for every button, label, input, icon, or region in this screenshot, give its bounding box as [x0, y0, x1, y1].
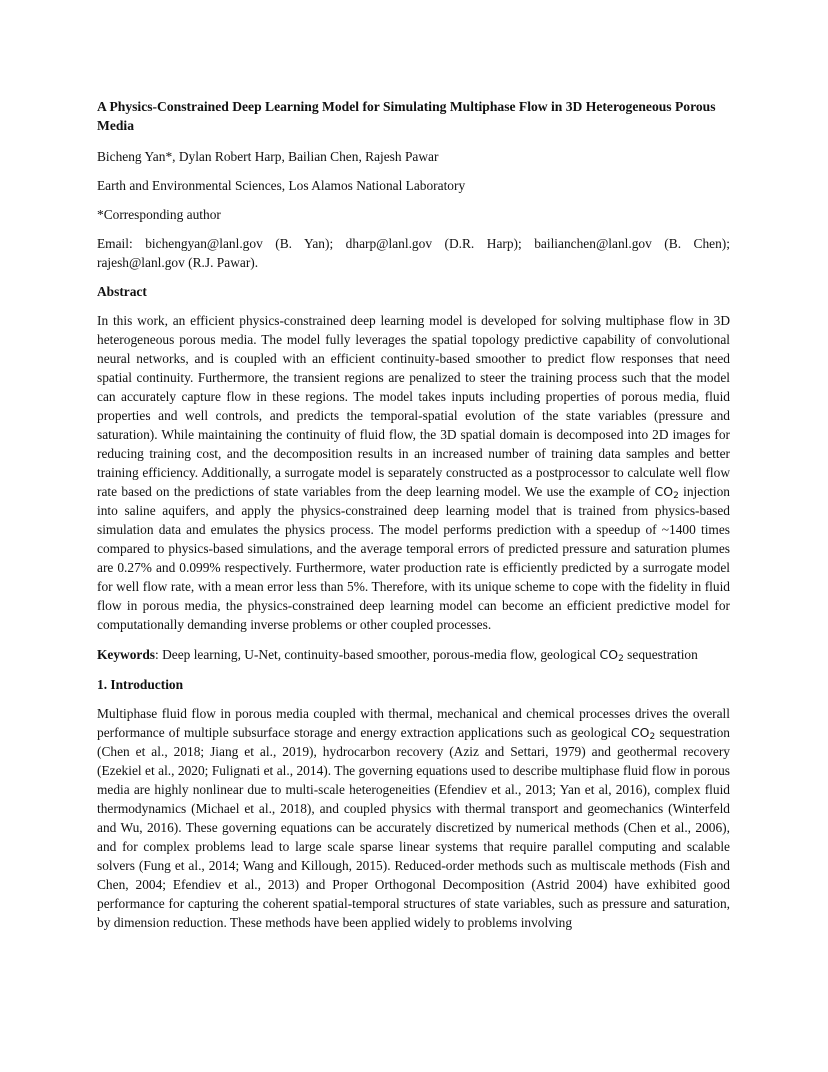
keywords-label: Keywords	[97, 647, 156, 662]
paper-page	[97, 97, 730, 942]
co2-formula: $CO_2$	[654, 484, 679, 501]
affiliation: Earth and Environmental Sciences, Los Alamos National Laboratory	[97, 178, 466, 193]
keywords-line	[97, 645, 730, 664]
co2-formula: $CO_2$	[630, 725, 656, 742]
abstract-text-part2: injection into saline aquifers, and apply the physics-constrained deep learning model that is trained from physics-based simulation data and emulates the physics process. The model performs prediction with a speedup of ~1400 times compared to physics-based simulations, and the average temporal errors of predicted pressure and saturation plumes are 0.27% and 0.099% respectively. Furthermore, water production rate is efficiently predicted by a surrogate model for well flow rate, with a mean error less than 5%. Therefore, with its unique scheme to cope with the fidelity in fluid flow in porous media, the physics-constrained deep learning model can become an efficient predictive model for computationally demanding inverse problems or other coupled processes.	[97, 484, 730, 632]
paper-title: A Physics-Constrained Deep Learning Model for Simulating Multiphase Flow in 3D Heterogeneous Porous Media	[97, 99, 716, 133]
co2-formula: $CO_2$	[599, 647, 624, 664]
author-list: Bicheng Yan*, Dylan Robert Harp, Bailian Chen, Rajesh Pawar	[97, 149, 439, 164]
corresponding-author-note: *Corresponding author	[97, 207, 221, 222]
intro-text-part1: Multiphase fluid flow in porous media coupled with thermal, mechanical and chemical processes drives the overall performance of multiple subsurface storage and energy extraction applications such as geological	[97, 706, 730, 740]
abstract-text-part1: In this work, an efficient physics-constrained deep learning model is developed for solving multiphase flow in 3D heterogeneous porous media. The model fully leverages the spatial topology predictive capability of convolutional neural networks, and is coupled with an efficient continuity-based smoother to predict flow responses that need spatial continuity. Furthermore, the transient regions are penalized to steer the training process such that the model can accurately capture flow in these regions. The model takes inputs including properties of porous media, fluid properties and well controls, and predicts the temporal-spatial evolution of the state variables (pressure and saturation). While maintaining the continuity of fluid flow, the 3D spatial domain is decomposed into 2D images for reducing training cost, and the decomposition results in an increased number of training data samples and better training efficiency. Additionally, a surrogate model is separately constructed as a postprocessor to calculate well flow rate based on the predictions of state variables from the deep learning model. We use the example of	[97, 313, 730, 499]
introduction-body	[97, 704, 730, 932]
email-line: Email: bichengyan@lanl.gov (B. Yan); dharp@lanl.gov (D.R. Harp); bailianchen@lanl.gov (B. Chen); rajesh@lanl.gov (R.J. Pawar).	[97, 236, 730, 270]
keywords-tail: sequestration	[627, 647, 698, 662]
keywords-text: : Deep learning, U-Net, continuity-based smoother, porous-media flow, geological	[155, 647, 597, 662]
intro-text-part2: sequestration (Chen et al., 2018; Jiang et al., 2019), hydrocarbon recovery (Aziz and Settari, 1979) and geothermal recovery (Ezekiel et al., 2020; Fulignati et al., 2014). The governing equations used to describe multiphase fluid flow in porous media are highly nonlinear due to multi-scale heterogeneities (Efendiev et al., 2013; Yan et al, 2016), complex fluid thermodynamics (Michael et al., 2018), and coupled physics with thermal transport and geomechanics (Winterfeld and Wu, 2016). These governing equations can be accurately discretized by numerical methods (Chen et al., 2006), and for complex problems lead to large scale sparse linear systems that require parallel computing and scalable solvers (Fung et al., 2014; Wang and Killough, 2015). Reduced-order methods such as multiscale methods (Fish and Chen, 2004; Efendiev et al., 2013) and Proper Orthogonal Decomposition (Astrid 2004) have exhibited good performance for capturing the coherent spatial-temporal structures of state variables, such as pressure and saturation, by dimension reduction. These methods have been applied widely to problems involving	[97, 725, 730, 930]
abstract-heading: Abstract	[97, 284, 147, 299]
introduction-heading: 1. Introduction	[97, 677, 184, 692]
abstract-body	[97, 311, 730, 634]
